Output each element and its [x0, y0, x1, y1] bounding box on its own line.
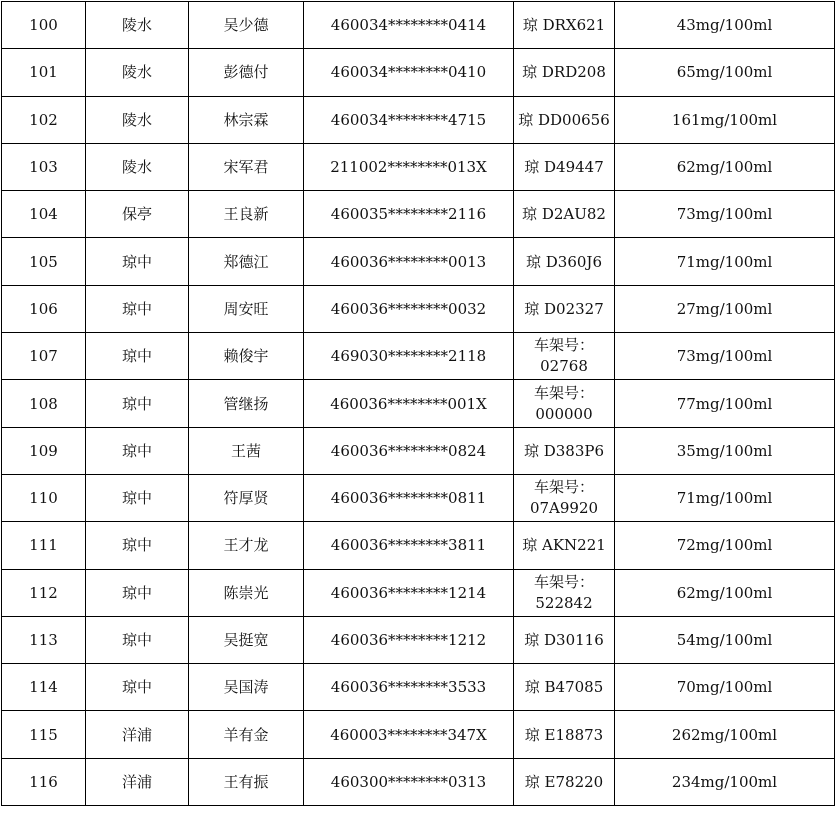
person-name-cell: 羊有金 [189, 711, 304, 758]
alcohol-level-cell: 43mg/100ml [615, 2, 835, 49]
plate-number-cell [514, 474, 615, 521]
row-number-cell: 107 [2, 333, 86, 380]
row-number-cell: 109 [2, 427, 86, 474]
row-number-cell: 106 [2, 285, 86, 332]
region-cell: 琼中 [86, 616, 189, 663]
plate-number-cell: 琼 D360J6 [514, 238, 615, 285]
table-row [2, 522, 835, 569]
alcohol-level-cell: 161mg/100ml [615, 96, 835, 143]
id-number-cell: 460036********0013 [304, 238, 514, 285]
region-cell: 洋浦 [86, 758, 189, 805]
alcohol-level-cell: 77mg/100ml [615, 380, 835, 427]
alcohol-level-cell: 54mg/100ml [615, 616, 835, 663]
table-row [2, 96, 835, 143]
person-name-cell: 符厚贤 [189, 474, 304, 521]
id-number-cell: 460036********1212 [304, 616, 514, 663]
row-number-cell: 110 [2, 474, 86, 521]
id-number-cell: 211002********013X [304, 143, 514, 190]
table-row [2, 664, 835, 711]
row-number-cell: 108 [2, 380, 86, 427]
frame-number-value: 000000 [535, 404, 593, 423]
alcohol-level-cell: 73mg/100ml [615, 333, 835, 380]
id-number-cell: 460034********0414 [304, 2, 514, 49]
frame-number-label: 车架号： [533, 478, 594, 497]
table-row [2, 380, 835, 427]
region-cell: 琼中 [86, 333, 189, 380]
id-number-cell: 460036********1214 [304, 569, 514, 616]
plate-number-cell: 琼 D30116 [514, 616, 615, 663]
person-name-cell: 陈崇光 [189, 569, 304, 616]
row-number-cell: 116 [2, 758, 86, 805]
table-row [2, 285, 835, 332]
alcohol-level-cell: 62mg/100ml [615, 569, 835, 616]
table-row [2, 474, 835, 521]
table-row [2, 238, 835, 285]
region-cell: 陵水 [86, 143, 189, 190]
row-number-cell: 103 [2, 143, 86, 190]
id-number-cell: 460034********0410 [304, 49, 514, 96]
person-name-cell: 吴国涛 [189, 664, 304, 711]
plate-number-cell: 琼 D49447 [514, 143, 615, 190]
id-number-cell: 460036********3811 [304, 522, 514, 569]
dui-record-table [1, 1, 835, 806]
id-number-cell: 460035********2116 [304, 191, 514, 238]
table-row [2, 333, 835, 380]
plate-number-cell: 琼 DRD208 [514, 49, 615, 96]
id-number-cell: 460003********347X [304, 711, 514, 758]
id-number-cell: 460036********0824 [304, 427, 514, 474]
table-row [2, 2, 835, 49]
region-cell: 琼中 [86, 285, 189, 332]
alcohol-level-cell: 27mg/100ml [615, 285, 835, 332]
plate-number-cell: 琼 D2AU82 [514, 191, 615, 238]
table-row [2, 616, 835, 663]
plate-number-cell [514, 380, 615, 427]
region-cell: 琼中 [86, 664, 189, 711]
plate-number-cell: 琼 E78220 [514, 758, 615, 805]
person-name-cell: 王有振 [189, 758, 304, 805]
frame-number-label: 车架号： [533, 336, 594, 355]
row-number-cell: 104 [2, 191, 86, 238]
id-number-cell: 460036********001X [304, 380, 514, 427]
row-number-cell: 105 [2, 238, 86, 285]
plate-number-cell [514, 333, 615, 380]
frame-number-value: 07A9920 [529, 499, 599, 518]
table-row [2, 569, 835, 616]
row-number-cell: 112 [2, 569, 86, 616]
id-number-cell: 460036********3533 [304, 664, 514, 711]
alcohol-level-cell: 71mg/100ml [615, 474, 835, 521]
id-number-cell: 469030********2118 [304, 333, 514, 380]
person-name-cell: 赖俊宇 [189, 333, 304, 380]
region-cell: 保亭 [86, 191, 189, 238]
row-number-cell: 100 [2, 2, 86, 49]
table-row [2, 758, 835, 805]
person-name-cell: 彭德付 [189, 49, 304, 96]
person-name-cell: 吴挺宽 [189, 616, 304, 663]
region-cell: 琼中 [86, 474, 189, 521]
person-name-cell: 吴少德 [189, 2, 304, 49]
alcohol-level-cell: 234mg/100ml [615, 758, 835, 805]
region-cell: 琼中 [86, 238, 189, 285]
plate-number-cell: 琼 AKN221 [514, 522, 615, 569]
id-number-cell: 460036********0032 [304, 285, 514, 332]
region-cell: 陵水 [86, 2, 189, 49]
row-number-cell: 101 [2, 49, 86, 96]
id-number-cell: 460036********0811 [304, 474, 514, 521]
id-number-cell: 460300********0313 [304, 758, 514, 805]
plate-number-cell: 琼 D383P6 [514, 427, 615, 474]
row-number-cell: 114 [2, 664, 86, 711]
plate-number-cell: 琼 D02327 [514, 285, 615, 332]
alcohol-level-cell: 72mg/100ml [615, 522, 835, 569]
row-number-cell: 111 [2, 522, 86, 569]
table-row [2, 191, 835, 238]
table-row [2, 711, 835, 758]
region-cell: 陵水 [86, 96, 189, 143]
plate-number-cell: 琼 DD00656 [514, 96, 615, 143]
table-row [2, 143, 835, 190]
person-name-cell: 郑德江 [189, 238, 304, 285]
alcohol-level-cell: 70mg/100ml [615, 664, 835, 711]
id-number-cell: 460034********4715 [304, 96, 514, 143]
frame-number-label: 车架号： [533, 572, 594, 591]
alcohol-level-cell: 62mg/100ml [615, 143, 835, 190]
plate-number-cell [514, 569, 615, 616]
frame-number-value: 522842 [535, 593, 593, 612]
row-number-cell: 102 [2, 96, 86, 143]
person-name-cell: 王才龙 [189, 522, 304, 569]
frame-number-value: 02768 [540, 357, 588, 376]
plate-number-cell: 琼 DRX621 [514, 2, 615, 49]
alcohol-level-cell: 65mg/100ml [615, 49, 835, 96]
person-name-cell: 宋军君 [189, 143, 304, 190]
person-name-cell: 周安旺 [189, 285, 304, 332]
plate-number-cell: 琼 E18873 [514, 711, 615, 758]
table-row [2, 49, 835, 96]
plate-number-cell: 琼 B47085 [514, 664, 615, 711]
region-cell: 琼中 [86, 569, 189, 616]
region-cell: 琼中 [86, 427, 189, 474]
alcohol-level-cell: 73mg/100ml [615, 191, 835, 238]
person-name-cell: 王茜 [189, 427, 304, 474]
region-cell: 琼中 [86, 522, 189, 569]
person-name-cell: 王良新 [189, 191, 304, 238]
table-body [2, 2, 835, 806]
region-cell: 陵水 [86, 49, 189, 96]
region-cell: 洋浦 [86, 711, 189, 758]
person-name-cell: 林宗霖 [189, 96, 304, 143]
row-number-cell: 113 [2, 616, 86, 663]
frame-number-label: 车架号： [533, 383, 594, 402]
alcohol-level-cell: 71mg/100ml [615, 238, 835, 285]
person-name-cell: 管继扬 [189, 380, 304, 427]
table-row [2, 427, 835, 474]
alcohol-level-cell: 262mg/100ml [615, 711, 835, 758]
row-number-cell: 115 [2, 711, 86, 758]
region-cell: 琼中 [86, 380, 189, 427]
alcohol-level-cell: 35mg/100ml [615, 427, 835, 474]
